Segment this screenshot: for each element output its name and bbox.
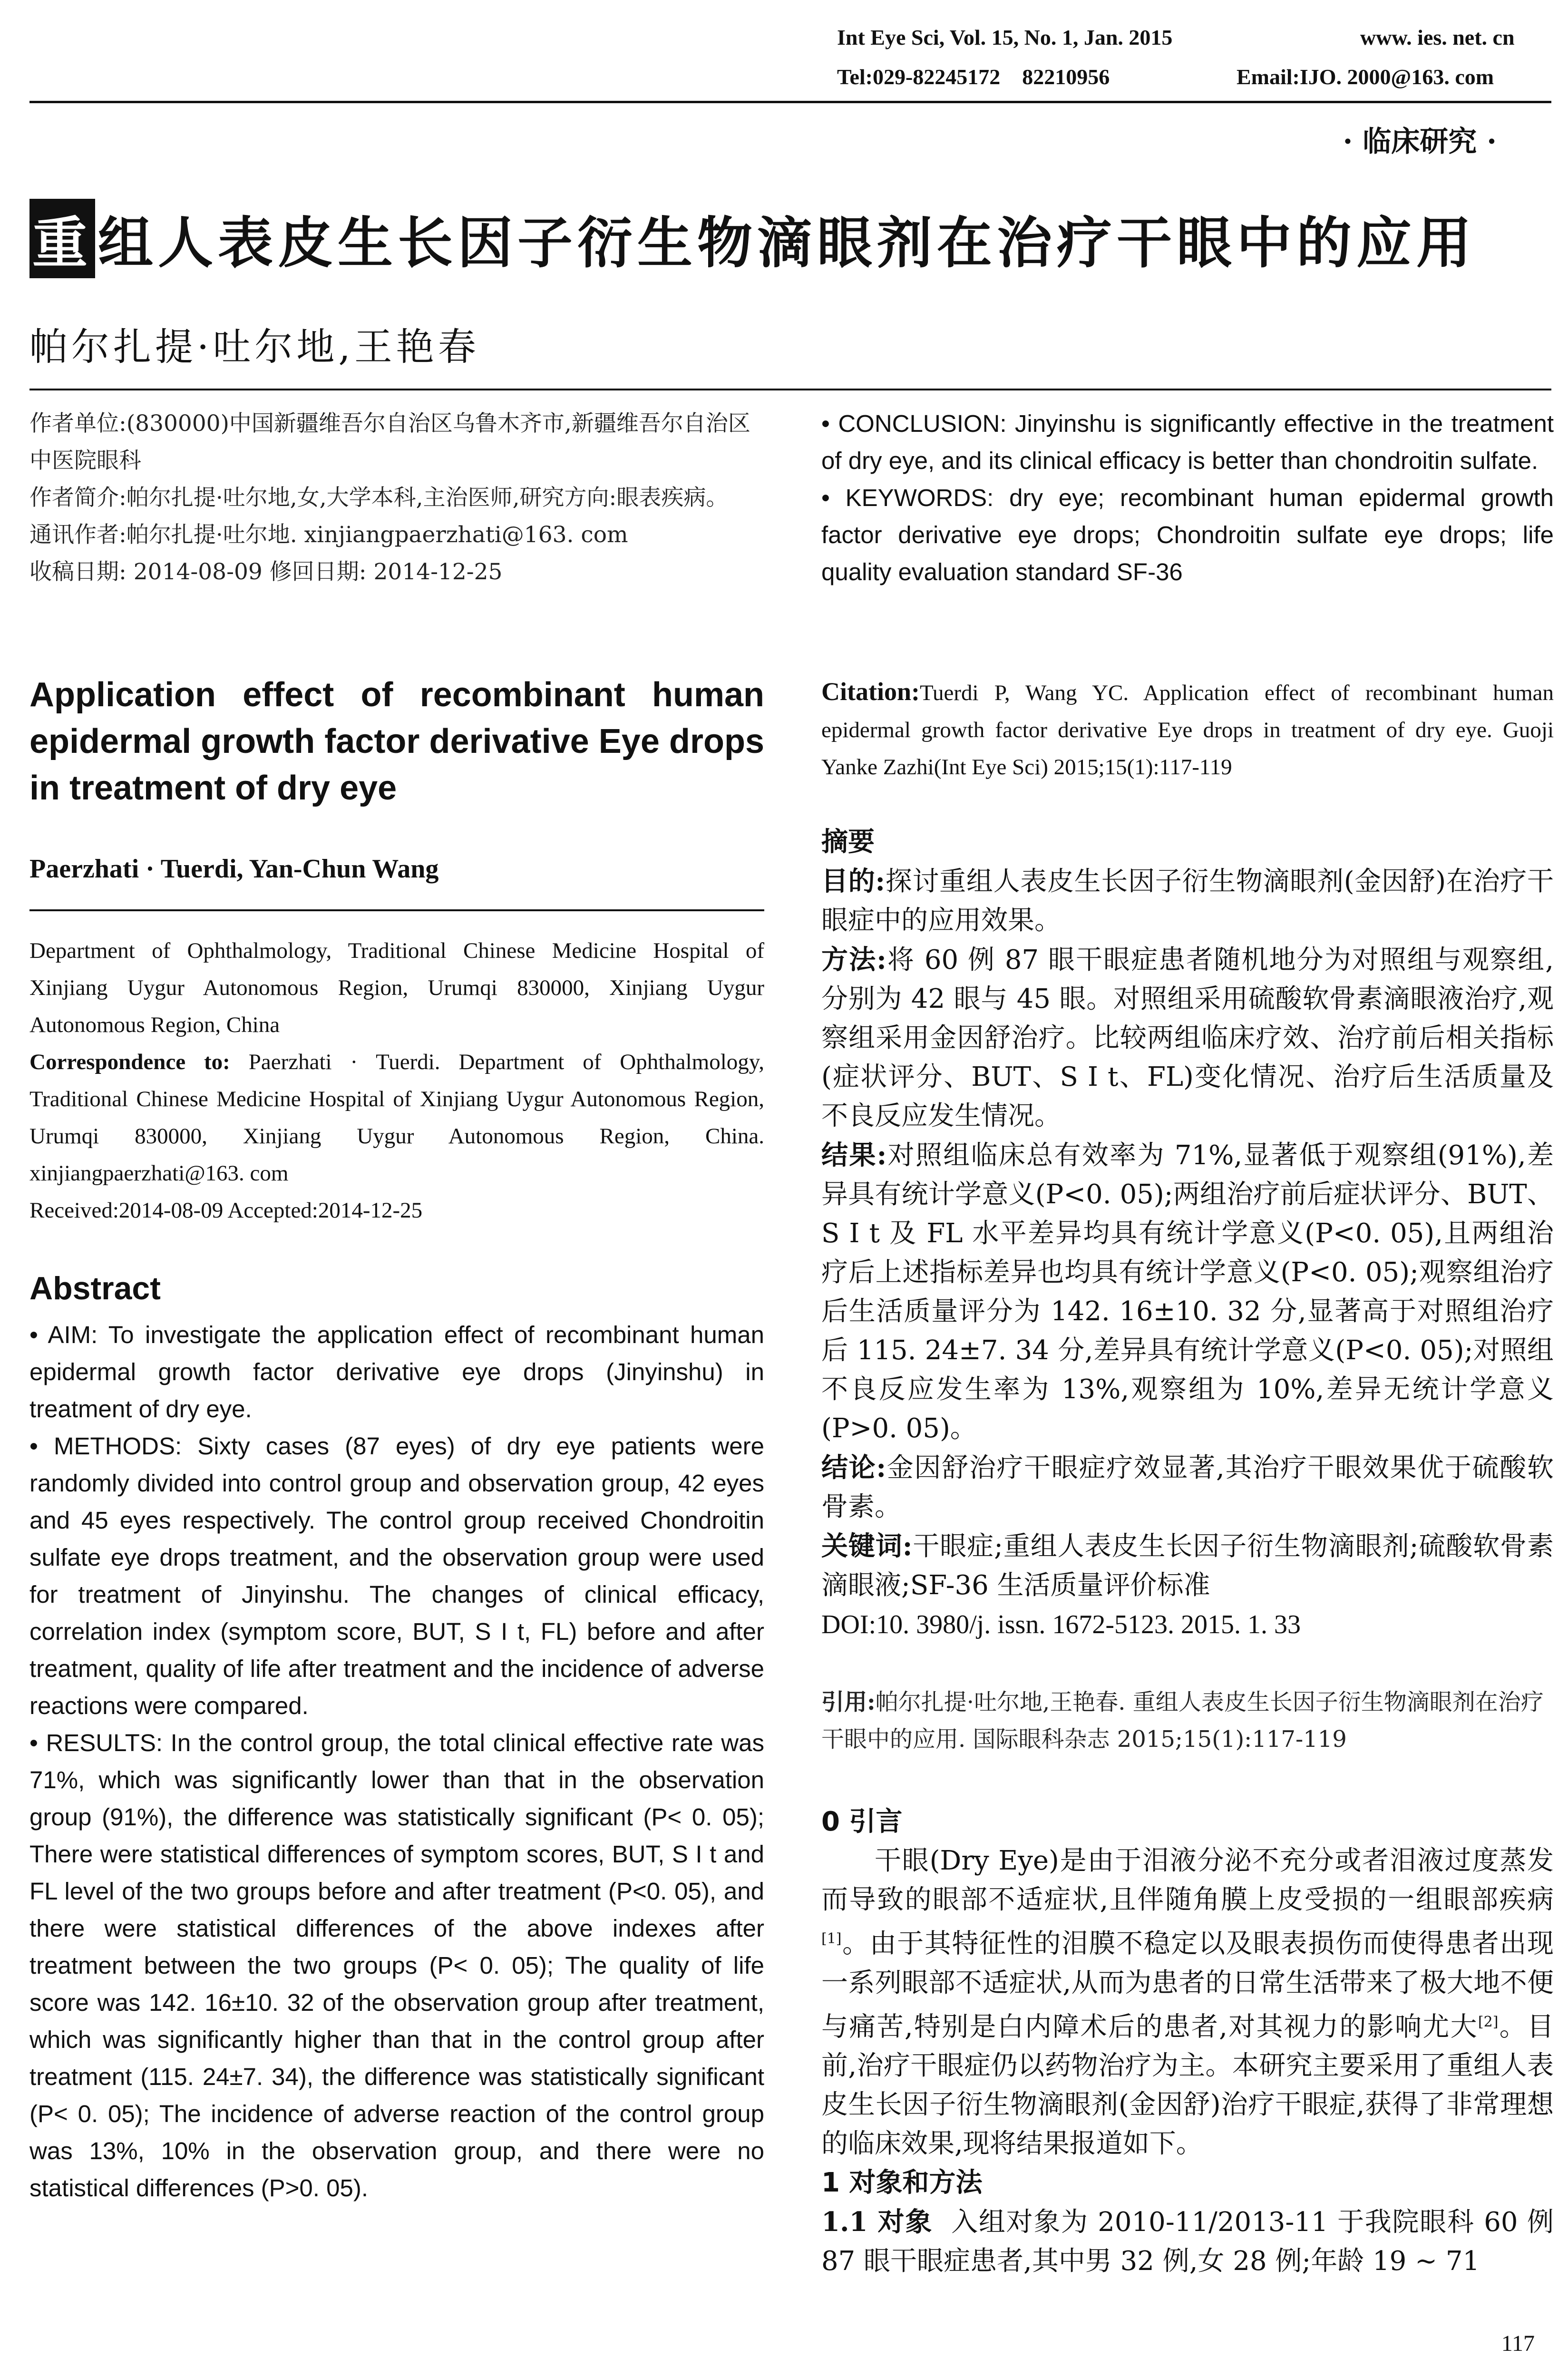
citation-cn-text: 帕尔扎提·吐尔地,王艳春. 重组人表皮生长因子衍生物滴眼剂在治疗干眼中的应用. 国际眼科杂志 2015;15(1):117-119	[821, 1689, 1544, 1753]
corresponding-author: 通讯作者:帕尔扎提·吐尔地. xinjiangpaerzhati@163. com	[29, 522, 628, 548]
authors-cn: 帕尔扎提·吐尔地,王艳春	[29, 325, 480, 369]
abstract-cn-keywords	[821, 1527, 1554, 1605]
keywords-label: 关键词:	[821, 1530, 913, 1562]
abstract-heading: Abstract	[29, 1270, 161, 1306]
correspondence	[29, 1043, 764, 1192]
doi: DOI:10. 3980/j. issn. 1672-5123. 2015. 1. 33	[821, 1610, 1301, 1639]
title-rest: 组人表皮生长因子衍生物滴眼剂在治疗干眼中的应用	[98, 211, 1476, 275]
abstract-cn-heading: 摘要	[821, 827, 875, 857]
abstract-conclusion: • CONCLUSION: Jinyinshu is significantly effective in the treatment of dry eye, and its clinical efficacy is better than chondroitin sulfate.	[821, 410, 1554, 474]
abstract-cn	[821, 823, 1554, 1644]
journal-tel: Tel:029-82245172 82210956	[837, 65, 1110, 89]
author-info-cn	[29, 405, 764, 591]
ref-2: [2]	[1478, 2013, 1499, 2030]
section-tag: · 临床研究 ·	[1343, 125, 1497, 158]
citation-en	[821, 673, 1554, 786]
results-text: 对照组临床总有效率为 71%,显著低于观察组(91%),差异具有统计学意义(P<0. 05);两组治疗前后症状评分、BUT、S I t 及 FL 水平差异均具有统计学意义(P<0. 05),且两组治疗后上述指标差异也均具有统计学意义(P<0. 05);观察组治疗后生活质量评分为 142. 16±10. 32 分,显著高于对照组治疗后 115. 24±7. 34 分,差异具有统计学意义(P<0. 05);对照组不良反应发生率为 13%,观察组为 10%,差异无统计学意义(P>0. 05)。	[821, 1140, 1554, 1444]
aim-label: 目的:	[821, 866, 886, 897]
article-title-cn	[29, 199, 1476, 278]
intro-text-2: 。由于其特征性的泪膜不稳定以及眼表损伤而使得患者出现一系列眼部不适症状,从而为患者的日常生活带来了极大地不便与痛苦,特别是白内障术后的患者,对其视力的影响尤大	[821, 1928, 1554, 2043]
received-dates-cn: 收稿日期: 2014-08-09 修回日期: 2014-12-25	[29, 559, 503, 585]
journal-website: www. ies. net. cn	[1360, 25, 1515, 49]
methods-label: 方法:	[821, 944, 886, 975]
correspondence-label: Correspondence to:	[29, 1050, 230, 1074]
results-label: 结果:	[821, 1140, 887, 1171]
title-first-char: 重	[29, 199, 95, 278]
affiliation-en	[29, 932, 764, 1229]
abstract-cn-results	[821, 1136, 1554, 1448]
aim-text: 探讨重组人表皮生长因子衍生物滴眼剂(金因舒)在治疗干眼症中的应用效果。	[821, 866, 1554, 936]
journal-email: Email:IJO. 2000@163. com	[1237, 65, 1494, 89]
authors-en: Paerzhati · Tuerdi, Yan-Chun Wang	[29, 854, 439, 884]
conclusion-text: 金因舒治疗干眼症疗效显著,其治疗干眼效果优于硫酸软骨素。	[821, 1452, 1554, 1522]
ref-1: [1]	[821, 1930, 842, 1947]
methods-text: 将 60 例 87 眼干眼症患者随机地分为对照组与观察组,分别为 42 眼与 45 眼。对照组采用硫酸软骨素滴眼液治疗,观察组采用金因舒治疗。比较两组临床疗效、治疗前后相关指标(症状评分、BUT、S I t、FL)变化情况、治疗后生活质量及不良反应发生情况。	[821, 945, 1554, 1131]
abstract-en	[29, 1316, 764, 2207]
conclusion-label: 结论:	[821, 1452, 886, 1483]
abstract-methods: • METHODS: Sixty cases (87 eyes) of dry eye patients were randomly divided into control group and observation group, 42 eyes and 45 eyes respectively. The control group received Chondroitin sulfate eye drops treatment, and the observation group were used for treatment of Jinyinshu. The changes of clinical efficacy, correlation index (symptom score, BUT, S I t, FL) before and after treatment, quality of life after treatment and the incidence of adverse reactions were compared.	[29, 1432, 764, 1719]
authors-en-rule	[29, 909, 764, 911]
page-number: 117	[1501, 2331, 1535, 2356]
abstract-cn-conclusion	[821, 1448, 1554, 1527]
department: Department of Ophthalmology, Traditional Chinese Medicine Hospital of Xinjiang Uygur Autonomous Region, Urumqi 830000, Xinjiang Uygur Autonomous Region, China	[29, 938, 764, 1037]
citation-cn	[821, 1684, 1554, 1758]
introduction	[821, 1802, 1554, 2281]
article-title-en: Application effect of recombinant human epidermal growth factor derivative Eye drops in treatment of dry eye	[29, 676, 764, 807]
citation-cn-label: 引用:	[821, 1689, 876, 1715]
intro-heading: 0 引言	[821, 1806, 903, 1837]
intro-paragraph	[821, 1841, 1554, 2163]
received-accepted: Received:2014-08-09 Accepted:2014-12-25	[29, 1198, 423, 1223]
abstract-cn-methods	[821, 940, 1554, 1136]
keywords-text: 干眼症;重组人表皮生长因子衍生物滴眼剂;硫酸软骨素滴眼液;SF-36 生活质量评价标准	[821, 1531, 1554, 1601]
abstract-en-cont	[821, 405, 1554, 591]
subjects-label: 1.1 对象	[821, 2206, 933, 2238]
author-affiliation: 作者单位:(830000)中国新疆维吾尔自治区乌鲁木齐市,新疆维吾尔自治区中医院眼科	[29, 410, 750, 474]
abstract-results: • RESULTS: In the control group, the total clinical effective rate was 71%, which was significantly lower than that in the observation group (91%), the difference was statistically significant (P< 0. 05); There were statistical differences of symptom scores, BUT, S I t and FL level of the two groups before and after treatment (P<0. 05), and there were statistical differences of the above indexes after treatment between the two groups (P< 0. 05); The quality of life score was 142. 16±10. 32 of the observation group after treatment, which was significantly higher than that in the control group after treatment (115. 24±7. 34), the difference was statistically significant (P< 0. 05); The incidence of adverse reaction of the control group was 13%, 10% in the observation group, and there were no statistical differences (P>0. 05).	[29, 1729, 764, 2202]
methods-heading: 1 对象和方法	[821, 2167, 983, 2199]
abstract-aim: • AIM: To investigate the application effect of recombinant human epidermal growth factor derivative eye drops (Jinyinshu) in treatment of dry eye.	[29, 1321, 764, 1422]
subjects-text: 入组对象为 2010-11/2013-11 于我院眼科 60 例 87 眼干眼症患者,其中男 32 例,女 28 例;年龄 19 ~ 71	[821, 2207, 1554, 2277]
abstract-cn-aim	[821, 862, 1554, 940]
header-rule	[29, 101, 1551, 103]
author-bio: 作者简介:帕尔扎提·吐尔地,女,大学本科,主治医师,研究方向:眼表疾病。	[29, 485, 729, 511]
correspondence-text: Paerzhati · Tuerdi. Department of Ophthalmology, Traditional Chinese Medicine Hospital of Xinjiang Uygur Autonomous Region, Urumqi 830000, Xinjiang Uygur Autonomous Region, China. xinjiangpaerzhati@163. com	[29, 1050, 764, 1186]
methods-subjects	[821, 2202, 1554, 2281]
authors-rule	[29, 389, 1551, 390]
journal-line: Int Eye Sci, Vol. 15, No. 1, Jan. 2015	[837, 25, 1173, 49]
citation-text: Tuerdi P, Wang YC. Application effect of recombinant human epidermal growth factor derivative Eye drops in treatment of dry eye. Guoji Yanke Zazhi(Int Eye Sci) 2015;15(1):117-119	[821, 681, 1554, 779]
abstract-keywords: • KEYWORDS: dry eye; recombinant human epidermal growth factor derivative eye drops; Chondroitin sulfate eye drops; life quality evaluation standard SF-36	[821, 484, 1554, 585]
citation-label: Citation:	[821, 677, 920, 706]
intro-text-3: 。目前,治疗干眼症仍以药物治疗为主。本研究主要采用了重组人表皮生长因子衍生物滴眼剂(金因舒)治疗干眼症,获得了非常理想的临床效果,现将结果报道如下。	[821, 2011, 1554, 2160]
intro-text-1: 干眼(Dry Eye)是由于泪液分泌不充分或者泪液过度蒸发而导致的眼部不适症状,且伴随角膜上皮受损的一组眼部疾病	[821, 1845, 1554, 1915]
